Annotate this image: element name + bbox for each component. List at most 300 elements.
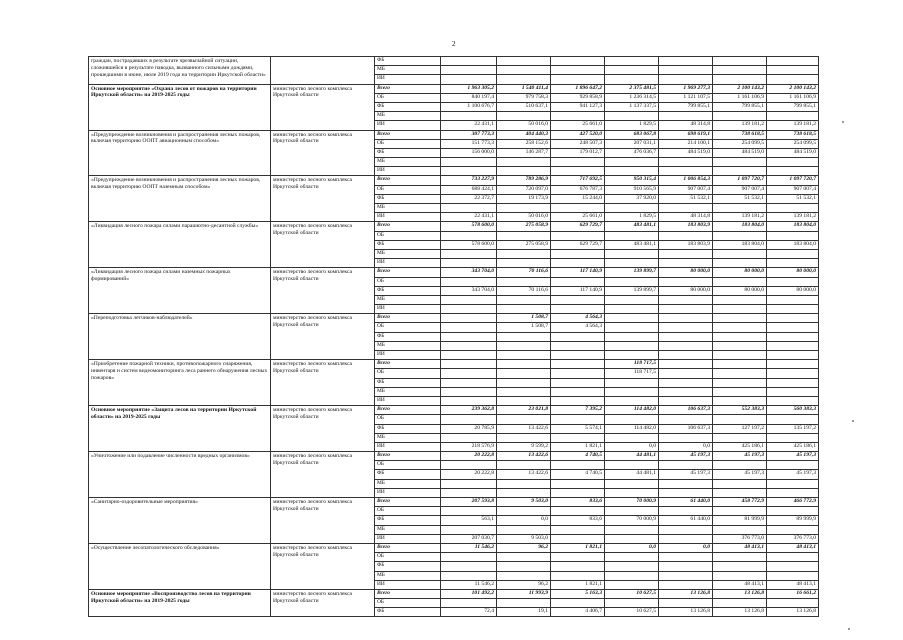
executor: министерство лесного комплекса Иркутской области <box>271 543 375 589</box>
amount-cell <box>713 277 767 286</box>
amount-cell: 48 413,1 <box>713 543 767 552</box>
amount-cell <box>605 167 659 176</box>
table-row <box>89 360 819 369</box>
amount-cell <box>767 479 819 488</box>
amount-cell: 20 222,8 <box>441 470 497 479</box>
amount-cell: 45 197,3 <box>767 470 819 479</box>
amount-cell: 146 287,7 <box>497 148 551 157</box>
amount-cell <box>497 488 551 497</box>
amount-cell <box>551 396 605 405</box>
funding-source: Всего <box>375 314 441 323</box>
amount-cell <box>713 332 767 341</box>
amount-cell <box>551 534 605 543</box>
amount-cell <box>605 249 659 258</box>
amount-cell: 2 375 481,5 <box>605 84 659 93</box>
amount-cell <box>497 295 551 304</box>
amount-cell: 61 440,0 <box>659 498 713 507</box>
funding-source: ОБ <box>375 369 441 378</box>
amount-cell <box>497 507 551 516</box>
amount-cell <box>767 332 819 341</box>
funding-source: МБ <box>375 341 441 350</box>
amount-cell: 552 383,3 <box>713 406 767 415</box>
funding-source: ИИ <box>375 396 441 405</box>
amount-cell <box>713 75 767 84</box>
amount-cell <box>605 479 659 488</box>
amount-cell <box>605 295 659 304</box>
amount-cell: 25 661,0 <box>551 213 605 222</box>
amount-cell <box>497 433 551 442</box>
amount-cell: 80 000,0 <box>767 286 819 295</box>
amount-cell: 799 855,1 <box>767 102 819 111</box>
amount-cell <box>441 231 497 240</box>
amount-cell <box>713 112 767 121</box>
amount-cell <box>659 507 713 516</box>
amount-cell: 10 627,5 <box>605 589 659 598</box>
amount-cell: 1 969 277,3 <box>659 84 713 93</box>
amount-cell <box>497 378 551 387</box>
table-row <box>89 543 819 552</box>
amount-cell <box>551 295 605 304</box>
funding-source: ФБ <box>375 102 441 111</box>
amount-cell: 683 067,8 <box>605 130 659 139</box>
funding-source: МБ <box>375 525 441 534</box>
amount-cell <box>441 387 497 396</box>
amount-cell <box>551 204 605 213</box>
amount-cell <box>441 158 497 167</box>
amount-cell <box>551 158 605 167</box>
amount-cell <box>497 231 551 240</box>
amount-cell <box>441 479 497 488</box>
amount-cell: 950 315,4 <box>605 176 659 185</box>
amount-cell <box>441 167 497 176</box>
amount-cell: 207 593,8 <box>441 498 497 507</box>
amount-cell <box>659 66 713 75</box>
amount-cell: 5 574,1 <box>551 424 605 433</box>
amount-cell <box>713 507 767 516</box>
amount-cell <box>713 66 767 75</box>
amount-cell <box>497 387 551 396</box>
amount-cell: 48 314,8 <box>659 213 713 222</box>
amount-cell <box>441 525 497 534</box>
amount-cell: 48 314,8 <box>659 121 713 130</box>
table-row <box>89 589 819 598</box>
amount-cell <box>441 249 497 258</box>
amount-cell: 44 481,1 <box>605 452 659 461</box>
amount-cell <box>767 259 819 268</box>
funding-source: ОБ <box>375 507 441 516</box>
funding-source: ФБ <box>375 470 441 479</box>
amount-cell <box>713 351 767 360</box>
amount-cell: 4 564,3 <box>551 323 605 332</box>
amount-cell: 941 127,3 <box>551 102 605 111</box>
amount-cell: 7 395,2 <box>551 406 605 415</box>
amount-cell <box>497 479 551 488</box>
funding-source: Всего <box>375 543 441 552</box>
amount-cell <box>659 488 713 497</box>
amount-cell <box>497 415 551 424</box>
amount-cell <box>659 553 713 562</box>
amount-cell <box>497 75 551 84</box>
amount-cell <box>767 378 819 387</box>
funding-source: Всего <box>375 222 441 231</box>
activity-name: «Санитарно-оздоровительные мероприятия» <box>89 498 271 544</box>
funding-source: ФБ <box>375 286 441 295</box>
amount-cell: 139 181,2 <box>713 213 767 222</box>
amount-cell: 840 197,4 <box>441 93 497 102</box>
amount-cell: 117 140,9 <box>551 286 605 295</box>
amount-cell <box>713 461 767 470</box>
amount-cell <box>713 323 767 332</box>
amount-cell: 733 227,9 <box>441 176 497 185</box>
amount-cell <box>659 580 713 589</box>
amount-cell <box>605 396 659 405</box>
amount-cell <box>441 305 497 314</box>
amount-cell: 907 007,4 <box>713 185 767 194</box>
funding-source: ИИ <box>375 121 441 130</box>
amount-cell <box>497 158 551 167</box>
amount-cell: 484 519,0 <box>659 148 713 157</box>
amount-cell <box>497 249 551 258</box>
amount-cell: 207 031,1 <box>605 139 659 148</box>
amount-cell: 70 000,9 <box>605 498 659 507</box>
funding-source: ФБ <box>375 148 441 157</box>
amount-cell <box>767 57 819 66</box>
amount-cell: 929 858,9 <box>551 93 605 102</box>
amount-cell: 1 137 337,5 <box>605 102 659 111</box>
amount-cell: 19,1 <box>497 608 551 617</box>
amount-cell: 80 000,0 <box>713 286 767 295</box>
executor: министерство лесного комплекса Иркутской области <box>271 360 375 406</box>
amount-cell <box>767 525 819 534</box>
amount-cell: 117 140,9 <box>551 268 605 277</box>
funding-source: Всего <box>375 498 441 507</box>
amount-cell: 4 740,5 <box>551 470 605 479</box>
amount-cell <box>551 387 605 396</box>
funding-source: Всего <box>375 84 441 93</box>
amount-cell <box>497 461 551 470</box>
amount-cell <box>551 479 605 488</box>
amount-cell <box>605 66 659 75</box>
amount-cell: 0,0 <box>659 442 713 451</box>
amount-cell <box>551 433 605 442</box>
amount-cell <box>767 158 819 167</box>
amount-cell <box>441 378 497 387</box>
amount-cell <box>551 571 605 580</box>
amount-cell <box>659 525 713 534</box>
amount-cell <box>659 360 713 369</box>
amount-cell <box>713 599 767 608</box>
amount-cell <box>497 167 551 176</box>
amount-cell: 20 222,8 <box>441 452 497 461</box>
amount-cell: 11 546,2 <box>441 580 497 589</box>
funding-source: МБ <box>375 479 441 488</box>
amount-cell: 1 006 854,3 <box>659 176 713 185</box>
amount-cell <box>659 158 713 167</box>
amount-cell: 70 116,6 <box>497 286 551 295</box>
amount-cell: 458 772,9 <box>713 498 767 507</box>
amount-cell: 9 503,0 <box>497 534 551 543</box>
amount-cell <box>551 525 605 534</box>
amount-cell <box>497 553 551 562</box>
amount-cell: 114 482,0 <box>605 406 659 415</box>
amount-cell: 4 740,5 <box>551 452 605 461</box>
amount-cell <box>767 507 819 516</box>
amount-cell <box>441 488 497 497</box>
funding-source: Всего <box>375 130 441 139</box>
amount-cell <box>767 277 819 286</box>
amount-cell: 106 637,3 <box>659 424 713 433</box>
amount-cell: 738 618,5 <box>713 130 767 139</box>
amount-cell <box>659 341 713 350</box>
amount-cell <box>605 378 659 387</box>
amount-cell <box>497 259 551 268</box>
amount-cell <box>713 57 767 66</box>
amount-cell: 476 036,7 <box>605 148 659 157</box>
amount-cell <box>441 507 497 516</box>
amount-cell: 72,4 <box>441 608 497 617</box>
amount-cell <box>497 112 551 121</box>
funding-source: ИИ <box>375 167 441 176</box>
amount-cell <box>441 369 497 378</box>
amount-cell: 789 286,9 <box>497 176 551 185</box>
amount-cell <box>441 341 497 350</box>
executor: министерство лесного комплекса Иркутской области <box>271 268 375 314</box>
amount-cell <box>767 387 819 396</box>
amount-cell: 629 729,7 <box>551 222 605 231</box>
funding-source: ОБ <box>375 231 441 240</box>
amount-cell <box>497 571 551 580</box>
amount-cell <box>767 433 819 442</box>
amount-cell <box>441 396 497 405</box>
amount-cell: 979 758,3 <box>497 93 551 102</box>
funding-source: ФБ <box>375 240 441 249</box>
amount-cell: 0,0 <box>605 543 659 552</box>
funding-source: ОБ <box>375 277 441 286</box>
amount-cell <box>605 580 659 589</box>
table-row <box>89 314 819 323</box>
amount-cell: 13 126,8 <box>713 608 767 617</box>
amount-cell: 25 661,0 <box>551 121 605 130</box>
amount-cell: 248 507,3 <box>551 139 605 148</box>
funding-source: ФБ <box>375 57 441 66</box>
table-row <box>89 57 819 66</box>
scan-speck <box>848 628 850 630</box>
amount-cell <box>605 387 659 396</box>
funding-source: МБ <box>375 66 441 75</box>
amount-cell <box>551 167 605 176</box>
amount-cell: 45 197,3 <box>713 470 767 479</box>
funding-source: ОБ <box>375 415 441 424</box>
amount-cell <box>713 525 767 534</box>
amount-cell: 80 000,0 <box>767 268 819 277</box>
amount-cell: 45 197,3 <box>659 470 713 479</box>
table-body <box>89 57 819 617</box>
amount-cell: 48 413,1 <box>713 580 767 589</box>
amount-cell: 139 181,2 <box>767 213 819 222</box>
amount-cell: 676 787,3 <box>551 185 605 194</box>
amount-cell <box>713 562 767 571</box>
amount-cell <box>659 204 713 213</box>
amount-cell <box>713 433 767 442</box>
amount-cell <box>551 57 605 66</box>
amount-cell: 13 126,8 <box>713 589 767 598</box>
amount-cell <box>551 599 605 608</box>
amount-cell <box>551 341 605 350</box>
amount-cell: 343 704,0 <box>441 268 497 277</box>
amount-cell: 10 627,5 <box>605 608 659 617</box>
funding-source: ИИ <box>375 534 441 543</box>
activity-name: Основное мероприятие «Воспроизводство лесов на территории Иркутской области» на 2019-2025 годы <box>89 589 271 617</box>
amount-cell <box>551 351 605 360</box>
amount-cell: 427 520,0 <box>551 130 605 139</box>
amount-cell: 1 829,5 <box>605 121 659 130</box>
amount-cell: 80 000,0 <box>659 268 713 277</box>
amount-cell: 50 016,0 <box>497 121 551 130</box>
funding-source: ФБ <box>375 562 441 571</box>
amount-cell <box>659 167 713 176</box>
amount-cell <box>497 599 551 608</box>
amount-cell <box>605 204 659 213</box>
amount-cell <box>551 461 605 470</box>
amount-cell: 1 821,1 <box>551 543 605 552</box>
amount-cell <box>551 112 605 121</box>
amount-cell <box>551 259 605 268</box>
funding-source: ИИ <box>375 259 441 268</box>
amount-cell <box>713 314 767 323</box>
amount-cell <box>441 112 497 121</box>
amount-cell <box>497 360 551 369</box>
amount-cell: 258 152,6 <box>497 139 551 148</box>
amount-cell <box>659 415 713 424</box>
amount-cell <box>659 323 713 332</box>
page-number: 2 <box>452 40 456 48</box>
amount-cell: 13 422,6 <box>497 452 551 461</box>
amount-cell: 376 773,0 <box>713 534 767 543</box>
amount-cell: 101 492,2 <box>441 589 497 598</box>
amount-cell: 4 564,3 <box>551 314 605 323</box>
amount-cell: 833,6 <box>551 498 605 507</box>
amount-cell <box>441 415 497 424</box>
amount-cell: 80 000,0 <box>713 268 767 277</box>
amount-cell: 11 993,9 <box>497 589 551 598</box>
amount-cell: 1 161 106,9 <box>713 93 767 102</box>
amount-cell <box>605 277 659 286</box>
amount-cell: 1 821,1 <box>551 442 605 451</box>
funding-source: Всего <box>375 360 441 369</box>
amount-cell: 799 855,1 <box>659 102 713 111</box>
amount-cell <box>551 360 605 369</box>
amount-cell: 404 440,3 <box>497 130 551 139</box>
amount-cell <box>605 562 659 571</box>
funding-source: МБ <box>375 249 441 258</box>
amount-cell <box>713 259 767 268</box>
amount-cell <box>551 562 605 571</box>
amount-cell: 151 773,3 <box>441 139 497 148</box>
amount-cell <box>441 295 497 304</box>
amount-cell <box>767 488 819 497</box>
amount-cell: 1 821,1 <box>551 580 605 589</box>
amount-cell <box>767 204 819 213</box>
amount-cell <box>713 305 767 314</box>
amount-cell <box>713 204 767 213</box>
amount-cell <box>713 369 767 378</box>
table-row <box>89 222 819 231</box>
amount-cell: 1 896 647,2 <box>551 84 605 93</box>
amount-cell <box>767 599 819 608</box>
amount-cell <box>605 525 659 534</box>
amount-cell: 45 197,3 <box>713 452 767 461</box>
amount-cell <box>497 332 551 341</box>
amount-cell <box>713 360 767 369</box>
amount-cell: 560 383,3 <box>767 406 819 415</box>
funding-source: ОБ <box>375 461 441 470</box>
amount-cell <box>551 415 605 424</box>
budget-table <box>88 56 819 617</box>
amount-cell <box>659 571 713 580</box>
amount-cell: 484 519,0 <box>713 148 767 157</box>
amount-cell <box>767 167 819 176</box>
amount-cell: 1 508,7 <box>497 323 551 332</box>
amount-cell <box>441 66 497 75</box>
amount-cell <box>605 314 659 323</box>
amount-cell <box>713 167 767 176</box>
amount-cell: 0,0 <box>659 543 713 552</box>
executor: министерство лесного комплекса Иркутской области <box>271 452 375 498</box>
amount-cell <box>767 231 819 240</box>
amount-cell: 1 508,7 <box>497 314 551 323</box>
amount-cell: 578 600,0 <box>441 222 497 231</box>
amount-cell: 0,0 <box>497 516 551 525</box>
amount-cell: 37 920,0 <box>605 194 659 203</box>
amount-cell: 1 100 676,7 <box>441 102 497 111</box>
amount-cell <box>713 488 767 497</box>
amount-cell: 16 661,2 <box>767 589 819 598</box>
amount-cell: 0,0 <box>605 442 659 451</box>
amount-cell <box>441 332 497 341</box>
amount-cell <box>767 341 819 350</box>
amount-cell <box>767 571 819 580</box>
activity-name: граждан, пострадавших в результате чрезвычайной ситуации, сложившейся в результате паводка, вызванного сильными дождями, прошедшими в июне, июле 2019 года на территории Иркутской области» <box>89 57 271 85</box>
amount-cell: 70 116,6 <box>497 268 551 277</box>
amount-cell: 1 963 305,2 <box>441 84 497 93</box>
amount-cell <box>713 249 767 258</box>
amount-cell <box>441 562 497 571</box>
amount-cell: 20 785,9 <box>441 424 497 433</box>
funding-source: Всего <box>375 452 441 461</box>
amount-cell <box>659 231 713 240</box>
amount-cell <box>497 57 551 66</box>
amount-cell: 2 100 143,2 <box>713 84 767 93</box>
amount-cell <box>441 204 497 213</box>
amount-cell <box>659 305 713 314</box>
amount-cell: 510 637,1 <box>497 102 551 111</box>
funding-source: ОБ <box>375 185 441 194</box>
amount-cell <box>551 332 605 341</box>
amount-cell <box>605 305 659 314</box>
amount-cell: 51 532,1 <box>713 194 767 203</box>
amount-cell <box>767 562 819 571</box>
executor: министерство лесного комплекса Иркутской области <box>271 498 375 544</box>
funding-source: ОБ <box>375 139 441 148</box>
executor: министерство лесного комплекса Иркутской области <box>271 406 375 452</box>
amount-cell: 698 619,1 <box>659 130 713 139</box>
amount-cell: 13 126,8 <box>659 589 713 598</box>
amount-cell: 48 413,1 <box>767 543 819 552</box>
amount-cell: 80 000,0 <box>659 286 713 295</box>
amount-cell: 118 717,5 <box>605 369 659 378</box>
amount-cell: 1 161 106,9 <box>767 93 819 102</box>
amount-cell: 466 772,9 <box>767 498 819 507</box>
